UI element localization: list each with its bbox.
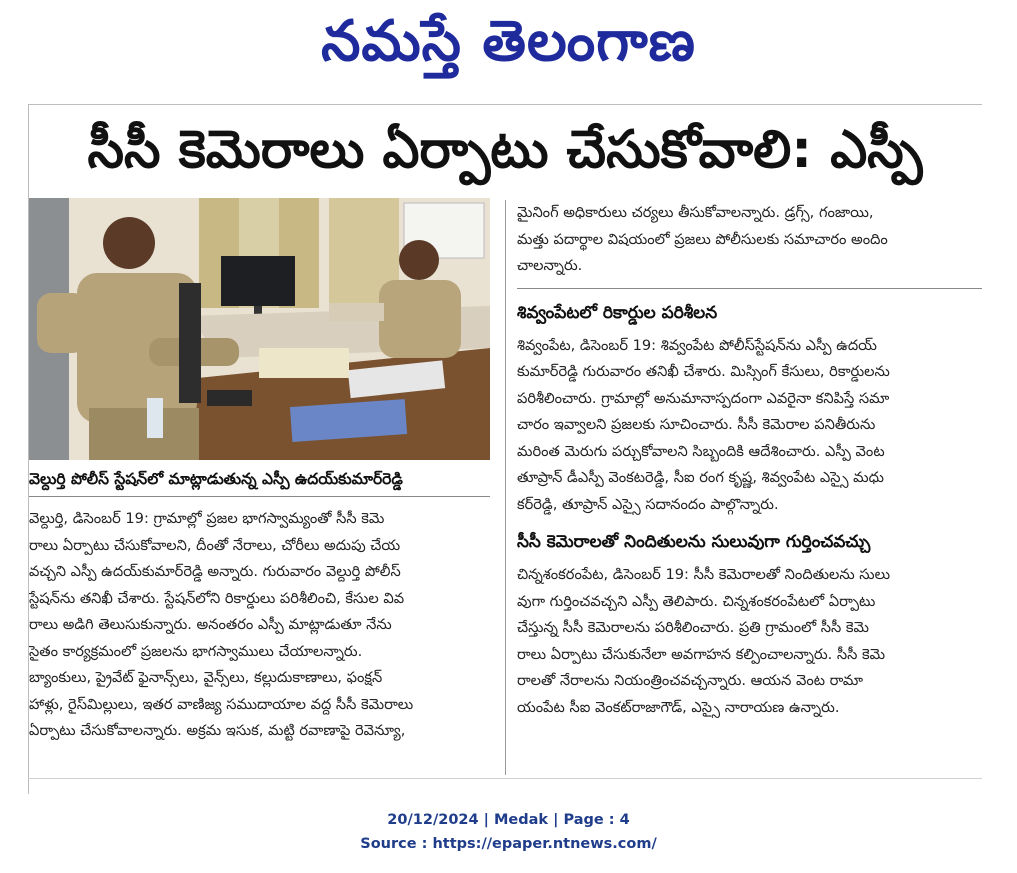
body-line: చారం ఇవ్వాలని ప్రజలకు సూచించారు. సీసీ కెమెరాల పనితీరును: [517, 416, 876, 433]
subheading-shivvampet: శివ్వంపేటలో రికార్డుల పరిశీలన: [517, 302, 718, 323]
body-line: వెల్దుర్తి, డిసెంబర్ 19: గ్రామాల్లో ప్రజల భాగస్వామ్యంతో సీసీ కెమె: [29, 510, 385, 527]
body-line: వచ్చని ఎస్పీ ఉదయ్‌కుమార్‌రెడ్డి అన్నారు. గురువారం వెల్దుర్తి పోలీస్: [29, 563, 401, 580]
body-line: ఏర్పాటు చేసుకోవాలన్నారు. అక్రమ ఇసుక, మట్టి రవాణాపై రెవెన్యూ,: [29, 722, 406, 739]
column-divider: [505, 200, 506, 775]
body-line: చేస్తున్న సీసీ కెమెరాలను పరిశీలించారు. ప్రతి గ్రామంలో సీసీ కెమె: [517, 619, 869, 636]
body-line: శివ్వంపేట, డిసెంబర్ 19: శివ్వంపేట పోలీస్‌స్టేషన్‌ను ఎస్పీ ఉదయ్: [517, 336, 877, 354]
body-line: వుగా గుర్తించవచ్చని ఎస్పీ తెలిపారు. చిన్నశంకరంపేటలో ఏర్పాటు: [517, 592, 876, 610]
body-line: మైనింగ్ అధికారులు చర్యలు తీసుకోవాలన్నారు. డ్రగ్స్, గంజాయి,: [517, 204, 874, 221]
subheading-cc-cameras: సీసీ కెమెరాలతో నిందితులను సులువుగా గుర్తించవచ్చు: [517, 532, 871, 552]
body-line: రాలతో నేరాలను నియంత్రించవచ్చన్నారు. ఆయన వెంట రామా: [517, 672, 863, 689]
body-line: రాలు ఏర్పాటు చేసుకోవాలని, దీంతో నేరాలు, చోరీలు అదుపు చేయ: [29, 536, 401, 554]
body-line: మత్తు పదార్థాల విషయంలో ప్రజలు పోలీసులకు సమాచారం అందిం: [517, 230, 888, 248]
article-photo: [29, 198, 490, 460]
body-line: చాలన్నారు.: [517, 257, 583, 274]
body-line: హాళ్లు, రైస్‌మిల్లులు, ఇతర వాణిజ్య సముదాయాల వద్ద సీసీ కెమెరాలు: [29, 695, 414, 713]
left-column-body: [29, 506, 493, 745]
article-headline: సీసీ కెమెరాలు ఏర్పాటు చేసుకోవాలి: ఎస్పీ: [87, 120, 923, 180]
photo-caption: వెల్దుర్తి పోలీస్ స్టేషన్‌లో మాట్లాడుతున్న ఎస్పీ ఉదయ్‌కుమార్‌రెడ్డి: [29, 462, 490, 497]
body-line: యంపేట సీఐ వెంకట్‌రాజాగౌడ్, ఎస్సై నారాయణ ఉన్నారు.: [517, 698, 840, 716]
body-line: రాలు అడిగి తెలుసుకున్నారు. అనంతరం ఎస్పీ మాట్లాడుతూ నేను: [29, 616, 392, 633]
body-line: కర్‌రెడ్డి, తూప్రాన్ ఎస్సై సదానందం పాల్గొన్నారు.: [517, 495, 779, 513]
article-top-rule: [28, 104, 982, 105]
body-line: బ్యాంకులు, ప్రైవేట్ ఫైనాన్స్‌లు, వైన్స్‌లు, కల్లుదుకాణాలు, ఫంక్షన్: [29, 669, 383, 686]
body-line: చిన్నశంకరంపేట, డిసెంబర్ 19: సీసీ కెమెరాలతో నిందితులను సులు: [517, 566, 890, 583]
newspaper-masthead: [0, 4, 1017, 80]
body-line: కుమార్‌రెడ్డి గురువారం తనిఖీ చేశారు. మిస్సింగ్ కేసులు, రికార్డులను: [517, 363, 890, 380]
right-column-body: [517, 200, 982, 721]
source-info: Source : https://epaper.ntnews.com/: [360, 836, 657, 852]
body-line: రాలు ఏర్పాటు చేసుకునేలా అవగాహన కల్పించాలన్నారు. సీసీ కెమె: [517, 645, 886, 663]
masthead-logo-text: నమస్తే తెలంగాణ: [321, 9, 696, 74]
body-line: పరిశీలించారు. గ్రామాల్లో అనుమానాస్పదంగా ఎవరైనా కనిపిస్తే సమా: [517, 389, 890, 407]
body-line: మరింత మెరుగు పర్చుకోవాలని సిబ్బందికి ఆదేశించారు. ఎస్పీ వెంట: [517, 442, 885, 460]
section-rule: [517, 288, 982, 289]
edition-info: 20/12/2024 | Medak | Page : 4: [387, 812, 630, 828]
article-bottom-rule: [28, 778, 982, 779]
body-line: తూప్రాన్ డీఎస్పీ వెంకటరెడ్డి, సీఐ రంగ కృష్ణ, శివ్వంపేట ఎస్సై మధు: [517, 469, 884, 486]
body-line: సైతం కార్యక్రమంలో ప్రజలను భాగస్వాములు చేయాలన్నారు.: [29, 642, 363, 660]
body-line: స్టేషన్‌ను తనిఖీ చేశారు. స్టేషన్‌లోని రికార్డులు పరిశీలించి, కేసుల వివ: [29, 589, 405, 607]
